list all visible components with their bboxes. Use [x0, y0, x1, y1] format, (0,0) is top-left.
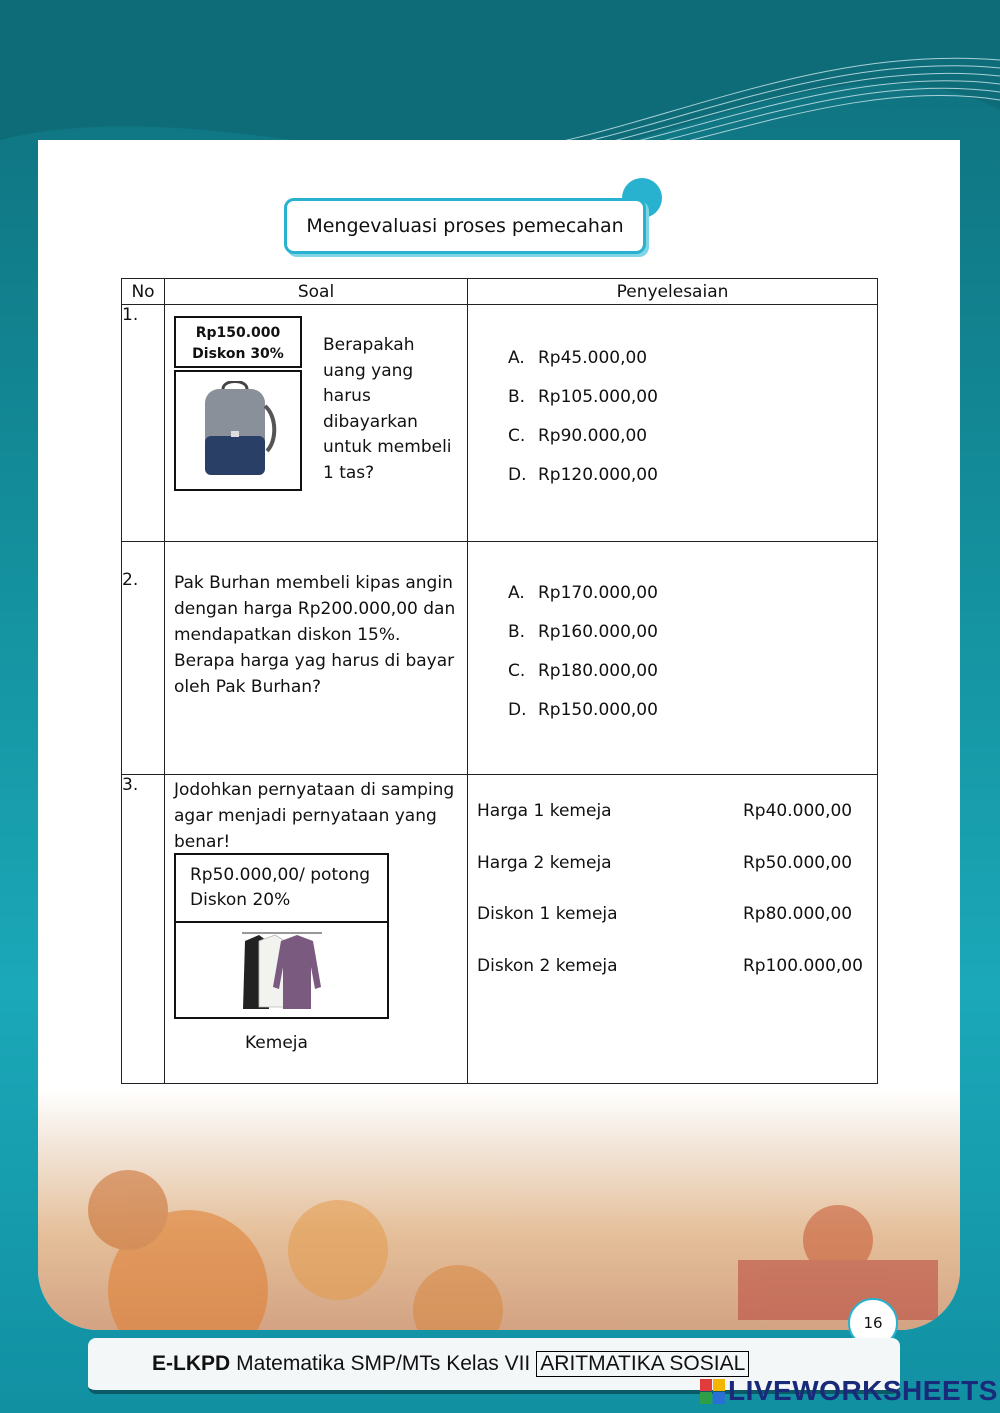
- question-cell: [165, 775, 468, 1084]
- match-left-item[interactable]: Harga 1 kemeja: [477, 801, 612, 821]
- liveworksheets-icon: [700, 1379, 725, 1404]
- question-number: 1.: [122, 305, 165, 542]
- question-cell: [165, 305, 468, 542]
- answer-options: [468, 542, 878, 775]
- page-number: 16: [848, 1298, 898, 1348]
- price-value: Rp50.000,00/ potong: [190, 865, 371, 885]
- question-number: 3.: [122, 775, 165, 1084]
- match-right-item[interactable]: Rp40.000,00: [743, 801, 853, 821]
- question-text: Jodohkan pernyataan di samping agar menjadi pernyataan yang benar!: [174, 780, 455, 852]
- market-photo-background: [38, 1090, 960, 1330]
- footer-topic: ARITMATIKA SOSIAL: [536, 1351, 749, 1377]
- table-header-row: [122, 279, 878, 305]
- option-c[interactable]: C. Rp90.000,00: [508, 426, 648, 446]
- question-row-2: [122, 542, 878, 775]
- question-cell: [165, 542, 468, 775]
- matching-area: [468, 775, 878, 1084]
- question-number: 2.: [122, 542, 165, 775]
- price-tag: [174, 316, 302, 368]
- liveworksheets-text: LIVEWORKSHEETS: [728, 1375, 998, 1406]
- question-text: Berapakah uang yang harus dibayarkan untuk membeli 1 tas?: [323, 335, 452, 483]
- section-title: Mengevaluasi proses pemecahan: [284, 198, 646, 254]
- discount-value: Diskon 30%: [192, 346, 284, 362]
- match-left-item[interactable]: Harga 2 kemeja: [477, 852, 612, 873]
- image-caption: Kemeja: [245, 1033, 308, 1053]
- match-left-item[interactable]: Diskon 1 kemeja: [477, 904, 618, 924]
- match-right-item[interactable]: Rp100.000,00: [743, 955, 863, 976]
- shirts-image: [174, 921, 389, 1019]
- answer-options: [468, 305, 878, 542]
- price-value: Rp150.000: [195, 325, 281, 341]
- question-row-3: [122, 775, 878, 1084]
- footer-brand: E-LKPD: [152, 1352, 231, 1375]
- match-row: [468, 801, 877, 853]
- liveworksheets-logo[interactable]: [700, 1375, 998, 1407]
- match-row: [468, 956, 877, 1008]
- match-row: [468, 904, 877, 956]
- option-c[interactable]: C. Rp180.000,00: [508, 661, 658, 681]
- header-no: No: [122, 279, 165, 305]
- question-row-1: [122, 305, 878, 542]
- option-d[interactable]: D. Rp150.000,00: [508, 700, 658, 720]
- option-b[interactable]: B. Rp105.000,00: [508, 387, 658, 407]
- footer-subject: Matematika SMP/MTs Kelas VII: [236, 1352, 531, 1375]
- worksheet-table: [121, 278, 878, 1084]
- header-penyelesaian: Penyelesaian: [468, 279, 878, 305]
- match-right-item[interactable]: Rp50.000,00: [743, 852, 853, 873]
- price-tag: [174, 853, 389, 923]
- option-b[interactable]: B. Rp160.000,00: [508, 622, 658, 642]
- discount-value: Diskon 20%: [190, 890, 291, 910]
- question-text: Pak Burhan membeli kipas angin dengan harga Rp200.000,00 dan mendapatkan diskon 15%. Berapa harga yag harus di bayar oleh Pak Burhan?: [174, 573, 456, 697]
- option-a[interactable]: A. Rp170.000,00: [508, 583, 658, 603]
- match-left-item[interactable]: Diskon 2 kemeja: [477, 955, 618, 976]
- backpack-image: [174, 370, 302, 491]
- option-d[interactable]: D. Rp120.000,00: [508, 465, 658, 485]
- header-soal: Soal: [165, 279, 468, 305]
- match-right-item[interactable]: Rp80.000,00: [743, 904, 853, 924]
- match-row: [468, 853, 877, 905]
- option-a[interactable]: A. Rp45.000,00: [508, 348, 648, 368]
